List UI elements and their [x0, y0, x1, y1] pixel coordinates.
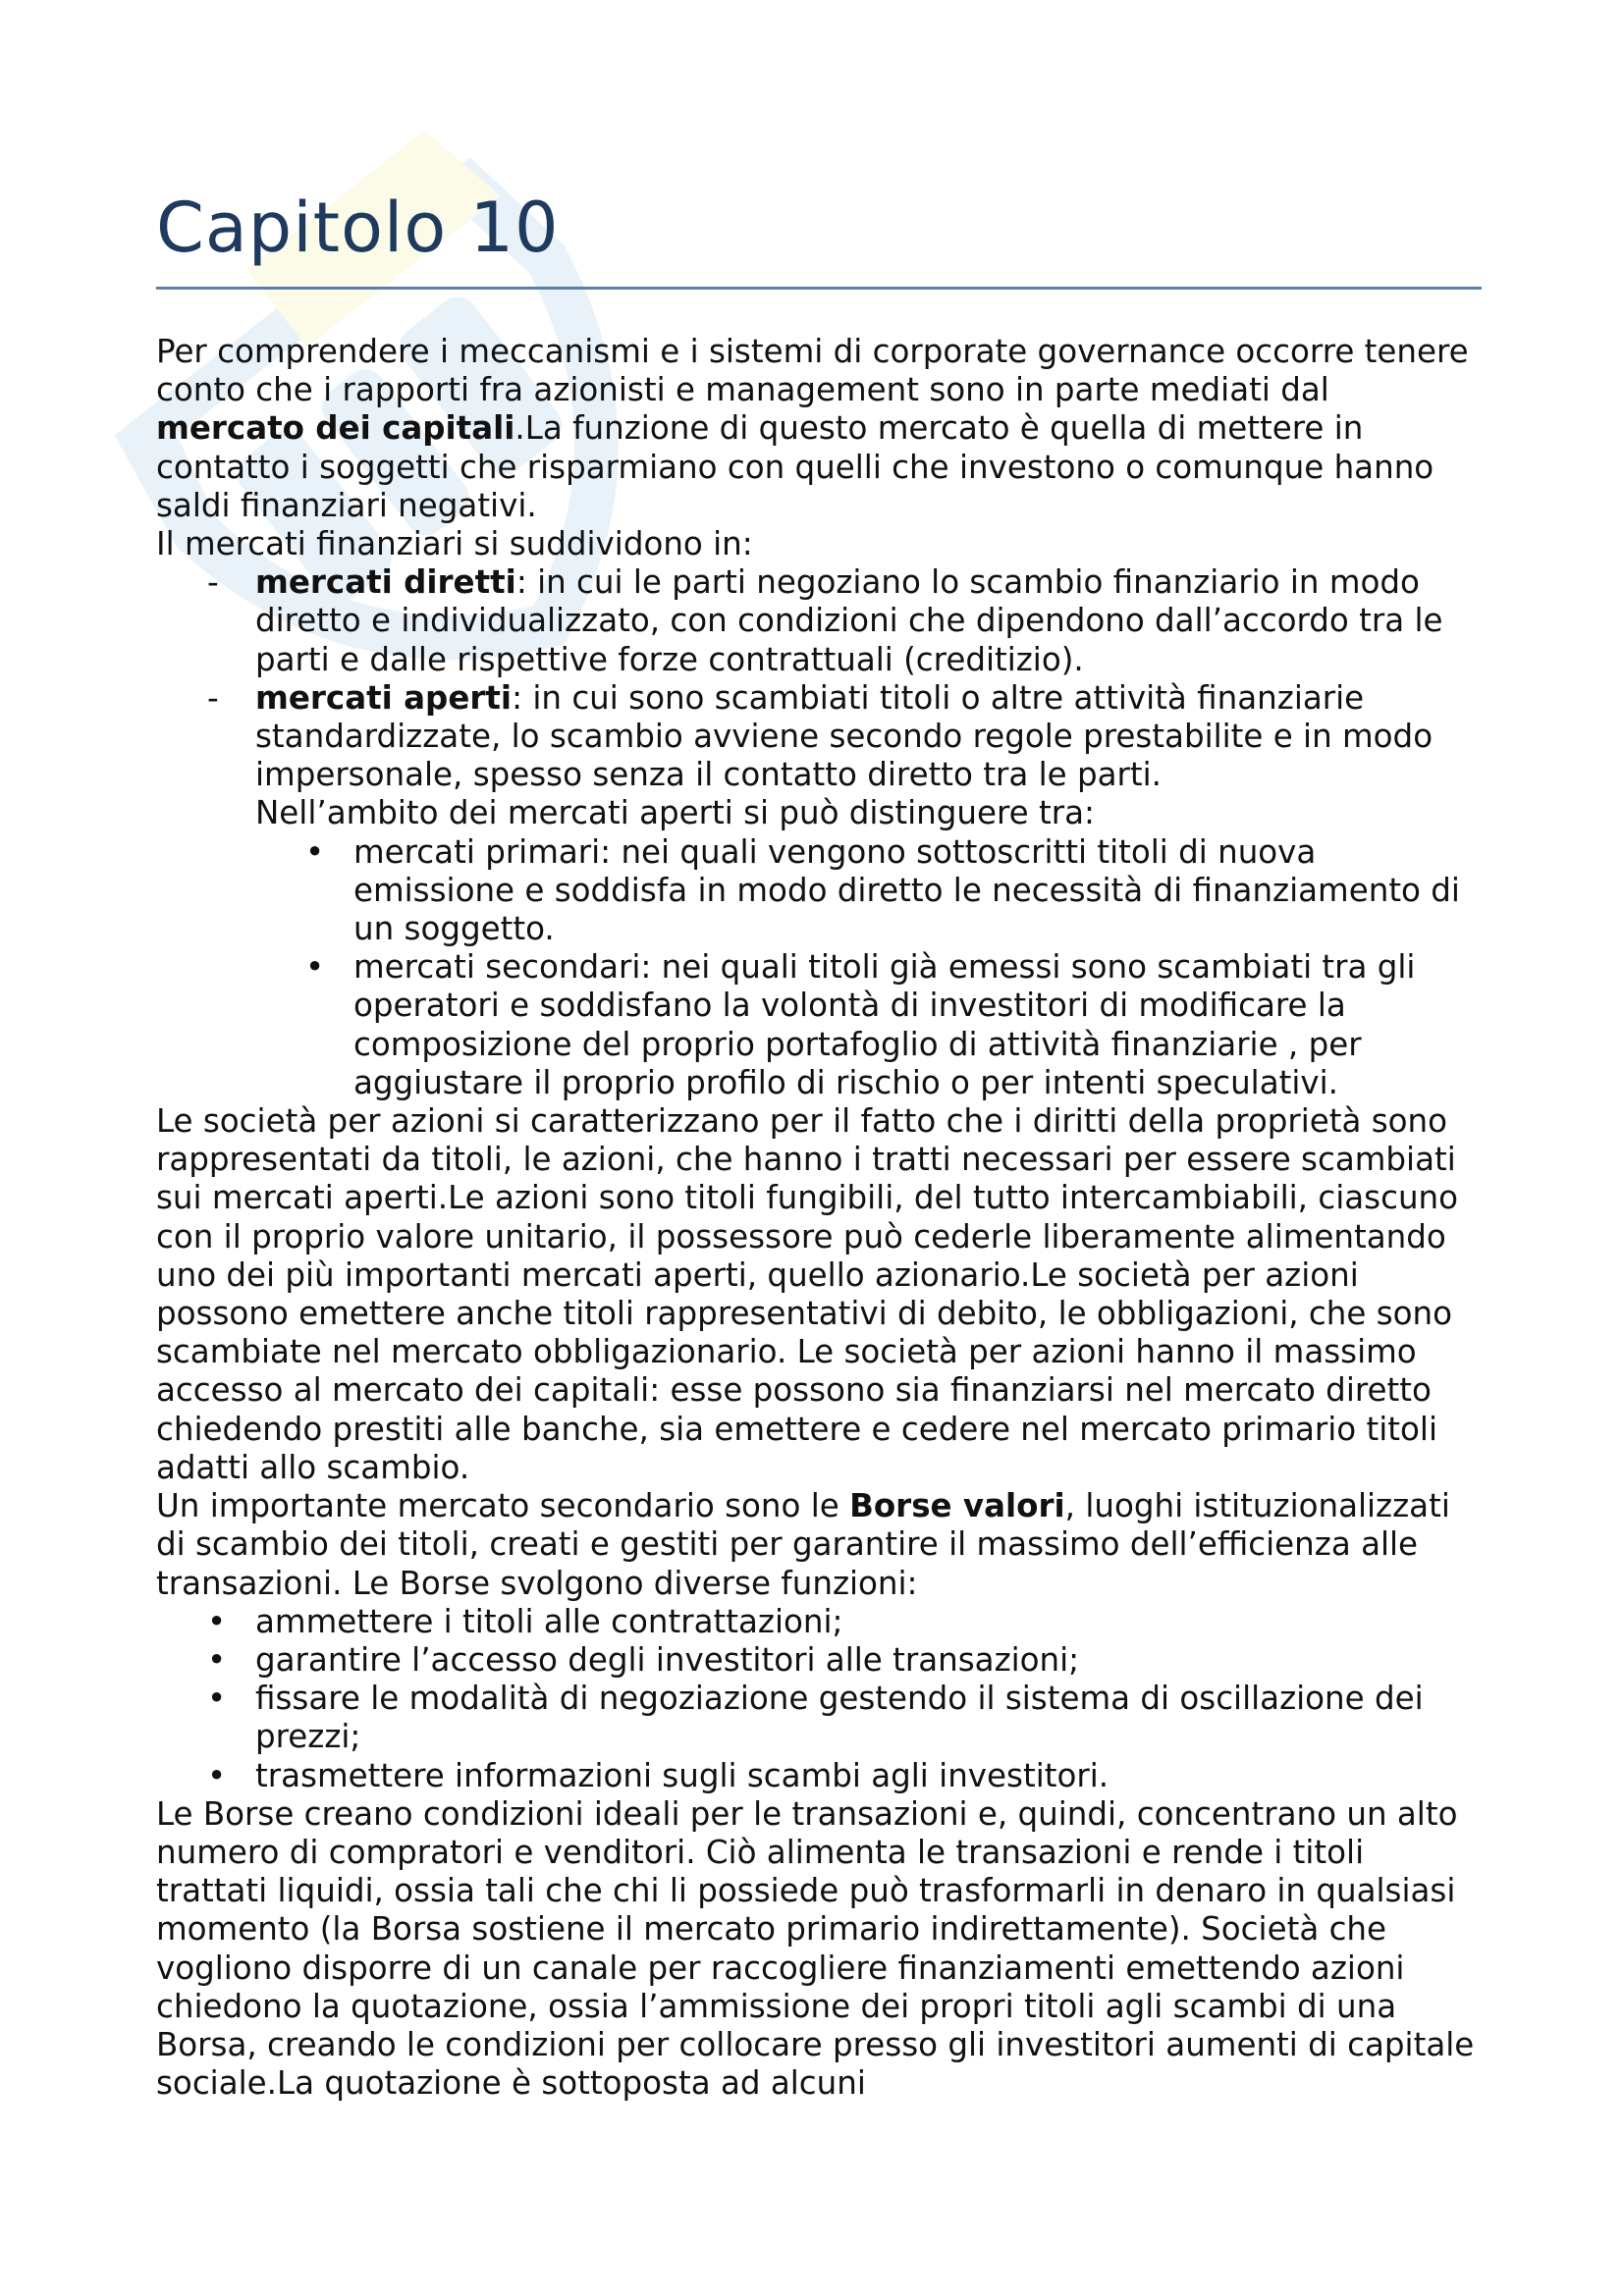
bullet-icon: •: [207, 1640, 227, 1679]
intro-text-a: Per comprendere i meccanismi e i sistemi di corporate governance occorre tenere conto che i rapporti fra azionisti e management sono in parte mediati dal: [156, 333, 1469, 409]
spa-paragraph: Le società per azioni si caratterizzano per il fatto che i diritti della proprietà sono rappresentati da titoli, le azioni, che hanno i tratti necessari per essere scambiati sui mercati aperti.Le azioni sono titoli fungibili, del tutto intercambiabili, ciascuno con il proprio valore unitario, il possessore può cederle liberamente alimentando uno dei più importanti mercati aperti, quello azionario.Le società per azioni possono emettere anche titoli rappresentativi di debito, le obbligazioni, che sono scambiate nel mercato obbligazionario. Le società per azioni hanno il massimo accesso al mercato dei capitali: esse possono sia finanziarsi nel mercato diretto chiedendo prestiti alle banche, sia emettere e cedere nel mercato primario titoli adatti allo scambio.: [156, 1102, 1459, 1486]
open-markets-sublist: [156, 833, 1482, 1102]
list-item: [156, 1603, 1482, 1641]
list-item: [156, 1680, 1482, 1756]
intro-text-b: .La funzione di questo mercato è quella di mettere in contatto i soggetti che risparmiano con quelli che investono o comunque hanno saldi finanziari negativi.: [156, 409, 1434, 524]
list-item-open-markets: [156, 679, 1482, 795]
borse-text-b: , luoghi istituzionalizzati di scambio dei titoli, creati e gestiti per garantire il massimo dell’efficienza alle transazioni. Le Borse svolgono diverse funzioni:: [156, 1487, 1450, 1602]
dash-marker: -: [207, 678, 219, 717]
closing-paragraph: Le Borse creano condizioni ideali per le transazioni e, quindi, concentrano un alto numero di compratori e venditori. Ciò alimenta le transazioni e rende i titoli trattati liquidi, ossia tali che chi li possiede può trasformarli in denaro in qualsiasi momento (la Borsa sostiene il mercato primario indirettamente). Società che vogliono disporre di un canale per raccogliere finanziamenti emettendo azioni chiedono la quotazione, ossia l’ammissione dei propri titoli agli scambi di una Borsa, creando le condizioni per collocare presso gli investitori aumenti di capitale sociale.La quotazione è sottoposta ad alcuni: [156, 1794, 1475, 2103]
function-text: trasmettere informazioni sugli scambi agli investitori.: [255, 1756, 1109, 1794]
bullet-icon: •: [207, 1756, 227, 1794]
list-item-primary-markets: [156, 833, 1482, 949]
markets-intro: Il mercati finanziari si suddividono in:: [156, 525, 753, 563]
primary-markets-text: mercati primari: nei quali vengono sottoscritti titoli di nuova emissione e soddisfa in modo diretto le necessità di finanziamento di un soggetto.: [353, 832, 1460, 948]
bullet-icon: •: [207, 1680, 227, 1718]
intro-paragraph: [156, 333, 1482, 525]
direct-markets-text: : in cui le parti negoziano lo scambio finanziario in modo diretto e individualizzato, con condizioni che dipendono dall’accordo tra le parti e dalle rispettive forze contrattuali (creditizio).: [255, 563, 1443, 678]
function-text: fissare le modalità di negoziazione gestendo il sistema di oscillazione dei prezzi;: [255, 1680, 1424, 1756]
intro-bold-term: mercato dei capitali: [156, 409, 515, 448]
open-markets-text: : in cui sono scambiati titoli o altre attività finanziarie standardizzate, lo scambio avviene secondo regole prestabilite e in modo impersonale, spesso senza il contatto diretto tra le parti.: [255, 678, 1434, 794]
bullet-icon: •: [305, 832, 325, 871]
document-page: [156, 187, 1482, 2103]
borse-functions-list: [156, 1603, 1482, 1795]
bullet-icon: •: [207, 1602, 227, 1640]
borse-paragraph: [156, 1487, 1482, 1603]
markets-list: [156, 563, 1482, 794]
function-text: ammettere i titoli alle contrattazioni;: [255, 1602, 843, 1640]
chapter-title: Capitolo 10: [156, 187, 560, 268]
borse-text-a: Un importante mercato secondario sono le: [156, 1487, 850, 1525]
direct-markets-term: mercati diretti: [255, 563, 516, 602]
list-item-secondary-markets: [156, 948, 1482, 1102]
list-item-direct-markets: [156, 563, 1482, 679]
open-markets-term: mercati aperti: [255, 678, 513, 717]
borse-bold-term: Borse valori: [849, 1487, 1065, 1525]
title-divider: [156, 287, 1482, 290]
dash-marker: -: [207, 563, 219, 602]
bullet-icon: •: [305, 948, 325, 987]
secondary-markets-text: mercati secondari: nei quali titoli già emessi sono scambiati tra gli operatori e soddisfano la volontà di investitori di modificare la composizione del proprio portafoglio di attività finanziarie , per aggiustare il proprio profilo di rischio o per intenti speculativi.: [353, 948, 1416, 1101]
open-markets-subintro: Nell’ambito dei mercati aperti si può distinguere tra:: [255, 794, 1095, 832]
list-item: [156, 1757, 1482, 1795]
list-item: [156, 1641, 1482, 1680]
function-text: garantire l’accesso degli investitori alle transazioni;: [255, 1640, 1080, 1679]
